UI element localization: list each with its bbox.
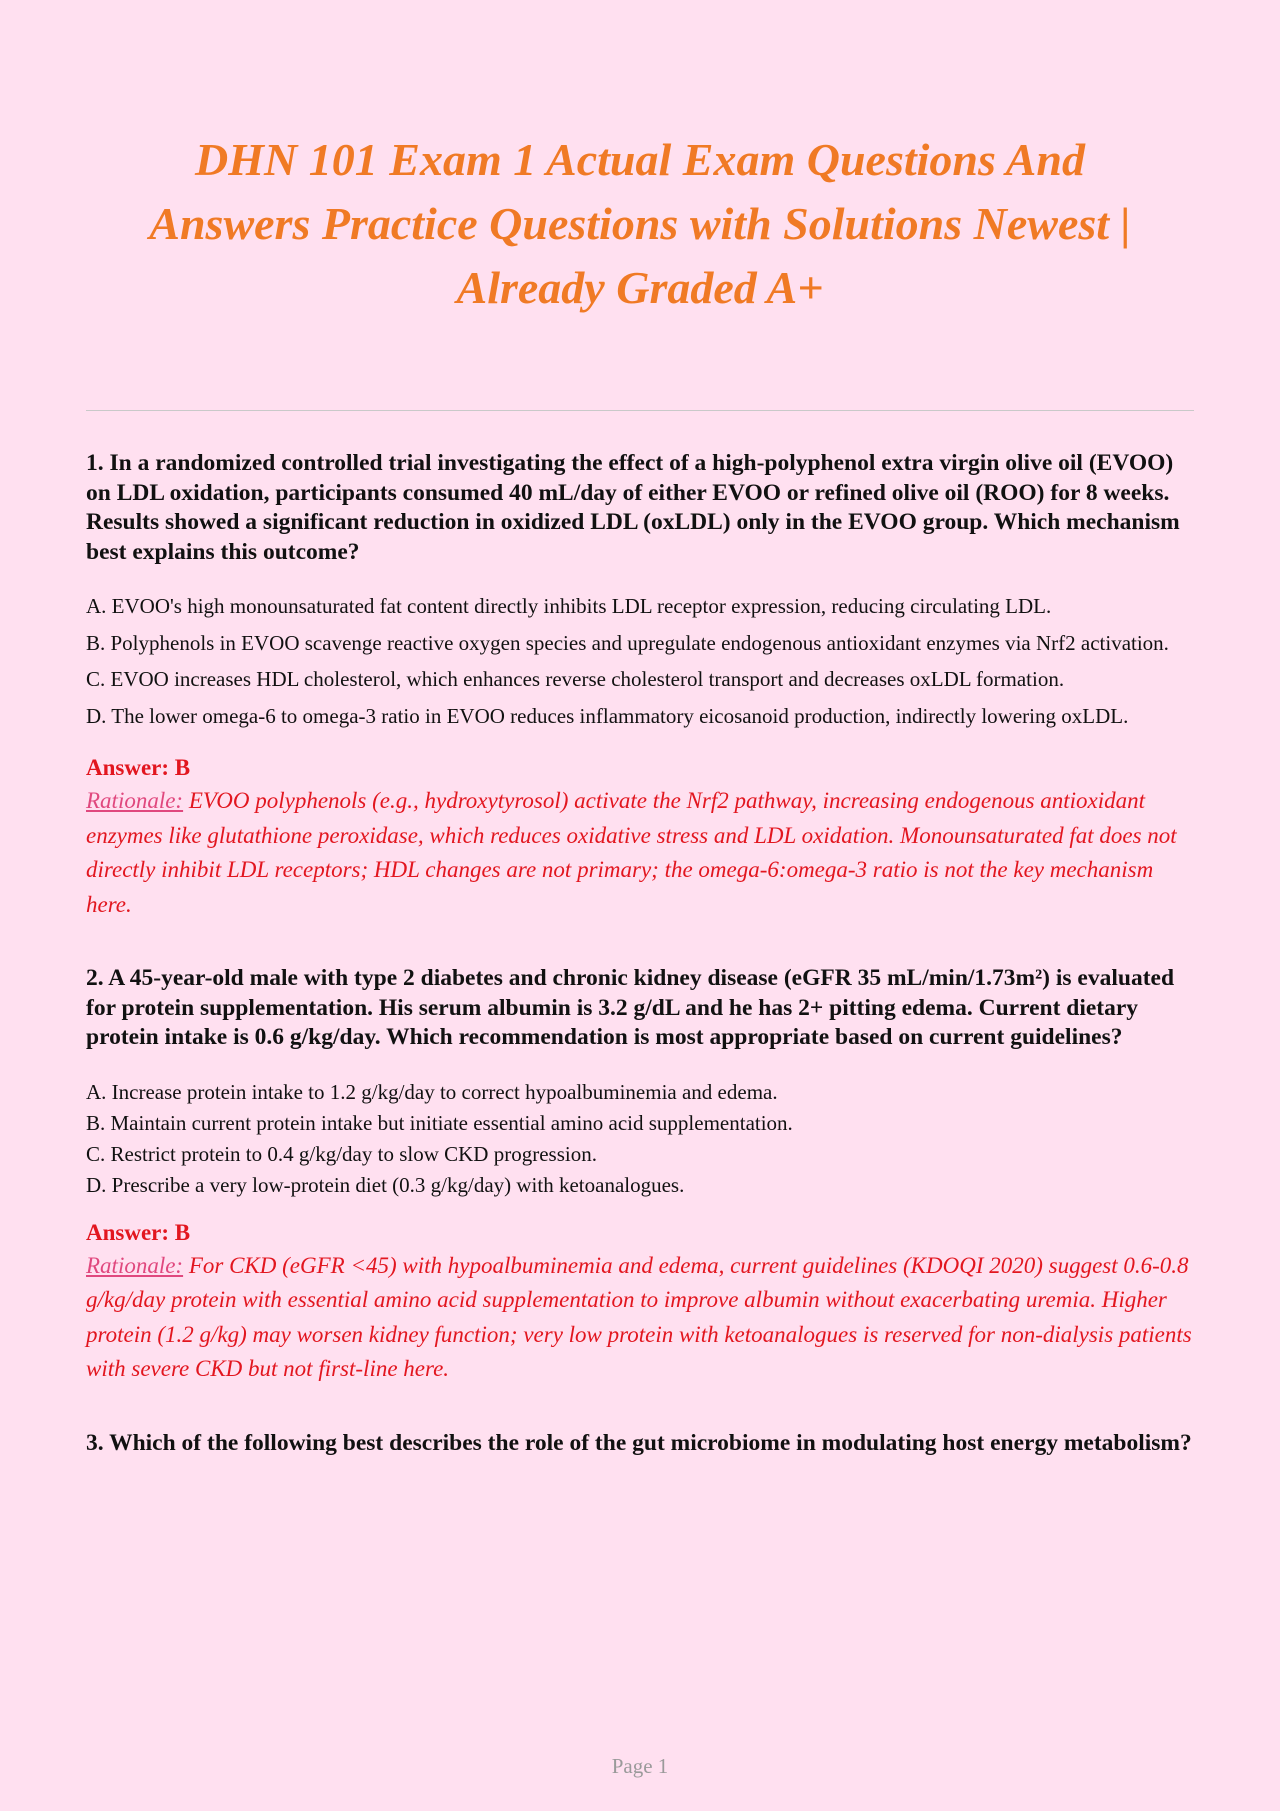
answer-options [86, 1079, 1194, 1199]
rationale-label: Rationale: [86, 1252, 184, 1278]
option-c: C. Restrict protein to 0.4 g/kg/day to slow CKD progression. [86, 1141, 597, 1166]
document-title [86, 128, 1194, 320]
question-1 [86, 449, 1194, 922]
question-text: 1. In a randomized controlled trial investigating the effect of a high-polyphenol extra virgin olive oil (EVOO) on LDL oxidation, participants consumed 40 mL/day of either EVOO or refined olive oil (ROO) for 8 weeks. Results showed a significant reduction in oxidized LDL (oxLDL) only in the EVOO group. Which mechanism best explains this outcome? [86, 450, 1180, 565]
title-line: Answers Practice Questions with Solutions Newest | [149, 198, 1131, 249]
answer-options [86, 593, 1194, 730]
question-3 [86, 1429, 1194, 1459]
option-c: C. EVOO increases HDL cholesterol, which enhances reverse cholesterol transport and decreases oxLDL formation. [86, 667, 1065, 691]
question-text: 3. Which of the following best describes the role of the gut microbiome in modulating host energy metabolism? [86, 1429, 1192, 1456]
option-b: B. Maintain current protein intake but initiate essential amino acid supplementation. [86, 1110, 793, 1135]
title-line: Already Graded A+ [456, 262, 824, 313]
rationale-text: For CKD (eGFR <45) with hypoalbuminemia and edema, current guidelines (KDOQI 2020) suggest 0.6-0.8 g/kg/day protein with essential amino acid supplementation to improve albumin without exacerbating uremia. Higher protein (1.2 g/kg) may worsen kidney function; very low protein with ketoanalogues is reserved for non-dialysis patients with severe CKD but not first-line here. [86, 1252, 1192, 1381]
option-b: B. Polyphenols in EVOO scavenge reactive oxygen species and upregulate endogenous antioxidant enzymes via Nrf2 activation. [86, 630, 1169, 655]
answer-line: Answer: B [86, 1219, 191, 1245]
answer-line: Answer: B [86, 755, 191, 780]
option-d: D. Prescribe a very low-protein diet (0.3 g/kg/day) with ketoanalogues. [86, 1172, 685, 1197]
rationale [86, 784, 1194, 922]
question-2 [86, 964, 1194, 1387]
rationale-text: EVOO polyphenols (e.g., hydroxytyrosol) activate the Nrf2 pathway, increasing endogenous antioxidant enzymes like glutathione peroxidase, which reduces oxidative stress and LDL oxidation. Monounsaturated fat does not directly inhibit LDL receptors; HDL changes are not primary; the omega-6:omega-3 ratio is not the key mechanism here. [86, 788, 1177, 917]
rationale [86, 1249, 1194, 1387]
title-line: DHN 101 Exam 1 Actual Exam Questions And [195, 134, 1085, 185]
document-page [86, 0, 1194, 1458]
option-a: A. Increase protein intake to 1.2 g/kg/day to correct hypoalbuminemia and edema. [86, 1079, 778, 1104]
option-d: D. The lower omega-6 to omega-3 ratio in EVOO reduces inflammatory eicosanoid production, indirectly lowering oxLDL. [86, 703, 1129, 728]
rationale-label: Rationale: [86, 788, 184, 813]
option-a: A. EVOO's high monounsaturated fat content directly inhibits LDL receptor expression, reducing circulating LDL. [86, 594, 1052, 618]
title-divider [86, 410, 1194, 411]
question-text: 2. A 45-year-old male with type 2 diabetes and chronic kidney disease (eGFR 35 mL/min/1.73m²) is evaluated for protein supplementation. His serum albumin is 3.2 g/dL and he has 2+ pitting edema. Current dietary protein intake is 0.6 g/kg/day. Which recommendation is most appropriate based on current guidelines? [86, 965, 1175, 1050]
page-number: Page 1 [611, 1754, 669, 1778]
